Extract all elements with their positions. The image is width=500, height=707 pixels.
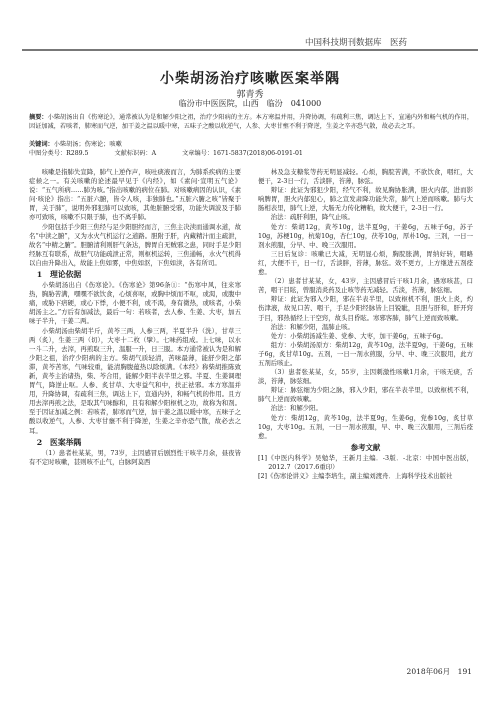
abstract-text: 小柴胡汤出自《伤寒论》，通常被认为是和解少阳之祖，治疗少阳病的主方。本方寒温并用，升降协调，有疏利三焦，调达上下，宣通内外和畅气机的作用，因证加减，若咳者，肺寒而气逆，加干姜之温以暖中寒，五味子之酸以收逆气，人参、大枣甘壅不利于降逆，生姜之辛亦恐气散，故必去之耳。 <box>29 114 474 130</box>
paragraph: 组方：小柴胡汤原方：柴胡12g，黄芩10g，法半夏9g，干姜6g，五味子6g，炙甘草10g。五剂，一日一剂水煎服，分早、中、晚三次服用，此方五剂后咳止。 <box>258 340 473 367</box>
paragraph: （3）患者张某某，女，55岁，主因刺激性咳嗽1月余，干咳无痰，舌淡，苔薄，脉弦细。 <box>258 368 473 386</box>
paragraph: 治法：疏肝利胆，降气止咳。 <box>270 213 354 222</box>
paragraph: 治法：和解少阳。 <box>270 404 322 413</box>
keywords-text: 小柴胡汤；伤寒论；咳嗽 <box>53 141 122 148</box>
keywords-label: 关键词： <box>29 141 54 148</box>
paragraph: 辩证：此证为邪犯少阳，经气不利，故见胸协胀满，胆火内郁，进而影响脾胃，胆火内郁犯心，肺之宣发肃降功能失常，肺气上逆而咳嗽。肺与大肠相表里，肺气上逆，大肠无力传化糟粕，故大便干，2-3日一行。 <box>258 186 473 213</box>
paragraph: 辩证：此证为邪入少阳，邪在半表半里，以致枢机不利，胆火上炎，灼伤津液，故见口苦、咽干，手足少阳经脉皆上目锐眦，且胆与肝和，肝开窍于目，邪热循经上干空窍，故头目昏眩。寒邪客肺，肺气上逆而致咳嗽。 <box>258 295 473 322</box>
reference-item: [2]《伤寒论讲义》主编李培生，副主编刘渡舟．上海科学技术出版社 <box>258 472 453 480</box>
section-heading: 2 医案举隅 <box>36 437 82 447</box>
paragraph: 咳嗽是指肺失宣降，肺气上逆作声，咳吐痰液而言，为肺系疾病的主要症候之一。有关咳嗽的论述最早见于《内经》，如《素问·宣明五气论》说：“五气所病……肺为咳。”指出咳嗽的病位在肺。对咳嗽病因的认识，《素问·咳论》指出：“五脏六腑，皆令人咳，非独肺也。”五脏六腑之咳“皆聚于胃，关于肺”，说明外邪犯肺可以致咳，其他脏腑受邪，功能失调波及于肺亦可致咳，咳嗽不只限于肺，也不离乎肺。 <box>29 168 241 222</box>
paragraph: 小柴胡汤出自《伤寒论》。《伤寒论》第96条①：“伤寒中风，往来寒热，胸胁苦满，嘿嘿不欲饮食，心烦喜呕，或胸中烦而不呕，或渴，或腹中痛，或胁下痞硬，或心下悸，小便不利，或不渴，身有微热，或咳者，小柴胡汤主之。”方后有加减法，最后一句：若咳者，去人参、生姜、大枣，加五味子半升，干姜二两。 <box>29 281 241 326</box>
column-right <box>258 168 473 481</box>
header-rule <box>22 49 478 51</box>
paragraph: 治法：和解少阳，温肺止咳。 <box>270 322 354 331</box>
paragraph: 处方：柴胡12g，黄芩10g，法半夏9g，生姜6g，党参10g，炙甘草10g，大枣10g。五剂，一日一剂水煎服，早、中、晚三次服用，三剂后痊愈。 <box>258 413 473 440</box>
section-heading: 1 理论依据 <box>36 270 82 280</box>
paragraph: 处方：柴胡12g，黄芩10g，法半夏9g，干姜6g，五味子6g，苏子10g，苏梗10g，杭菊10g，杏仁10g，茯苓10g，厚朴10g。三剂，一日一剂水煎服，分早、中、晚三次服用。 <box>258 222 473 249</box>
paragraph: 林及急支糖浆等药无明显减轻。心烦，胸脘苦满，不欲饮食，咽红，大便干，2-3日一行，舌淡胖，苔薄，脉弦。 <box>258 168 473 186</box>
paragraph: 处方：小柴胡汤减生姜、党参、大枣，加干姜6g，五味子6g。 <box>270 331 447 340</box>
paragraph: 三日后复诊：咳嗽已大减，无明显心烦，胸脘胀满，胃纳好转，咽略红，大便不干，日一行，舌淡胖，苔薄，脉弦。效不更方，上方继进五剂痊愈。 <box>258 249 473 277</box>
paragraph: 小柴胡汤由柴胡半斤，黄芩三两，人参三两，半夏半升（洗），甘草三两（炙），生姜三两（切），大枣十二枚（擘）。七味药组成。上七味，以水一斗二升，去滓，再煎取三升，温服一升，日三服。本方通常被认为是和解少阳之祖，治疗少阳病的主方。柴胡气质轻清，苦味最薄，能舒少阳之郁滞，黄芩苦寒，气味较重，能清胸腹蕴热以除烦满。《本经》称柴胡推陈致新，黄芩主治诸热，柴、芩合用，能解少阳半表半里之邪。半夏、生姜调理胃气，降逆止呕。人参、炙甘草、大枣益气和中，扶正祛邪。本方寒温并用，升降协调，有疏利三焦，调达上下，宣通内外，和畅气机的作用。且方用去滓再煎之法，是取其气味醇和，且有和解少阳枢机之功，故称为和剂。至于因证加减之例：若咳者，肺寒而气逆，加干姜之温以暖中寒，五味子之酸以收逆气，人参、大枣甘壅不利于降逆，生姜之辛亦恐气散，故必去之耳。 <box>29 326 241 435</box>
paragraph: （1）患者杜某某，男，73岁，主因感冒后剧烈性干咳半月余，昼夜皆有不定时咳嗽，甚则咳不止气，白脉阿莫西 <box>29 448 241 466</box>
abstract-label: 摘要： <box>29 114 48 121</box>
abstract <box>29 113 473 131</box>
references-heading: 参考文献 <box>350 442 381 452</box>
clc-number: 中图分类号：R289.5 <box>29 150 89 157</box>
paragraph: 辩证：脉弦细为少阳之脉，邪入少阳，邪在半表半里，以致枢机不利，肺气上逆而致咳嗽。 <box>258 386 473 404</box>
article-meta <box>29 149 473 158</box>
page-footer: 2018年06月 191 <box>406 667 472 676</box>
journal-header: 中国科技期刊数据库 医药 <box>305 38 408 48</box>
author: 郭青秀 <box>236 90 264 100</box>
article-title: 小柴胡汤治疗咳嗽医案举隅 <box>160 71 340 87</box>
article-number: 文章编号：1671-5837(2018)06-0191-01 <box>182 150 303 157</box>
reference-item: [1]《中医内科学》吴勉华，王新月主编．-3版．-北京：中国中医出版，2012.7（2017.6重印） <box>258 453 473 471</box>
affiliation: 临汾市中医医院，山西 临汾 041000 <box>178 99 322 108</box>
column-left <box>29 168 241 467</box>
keywords <box>29 140 473 149</box>
doc-code: 文献标识码：A <box>114 150 157 157</box>
paragraph: 少阳包括手少阳三焦经与足少阳胆经而言，三焦主决渎而通调水道，故名“中渎之腑”，又为水火气机运行之道路。胆附于肝，内藏精汁而主疏泄，故名“中精之腑”。胆腑清利则肝气条达，脾胃自无贼邪之患，同时手足少阳经脉互有联系，故胆气功能疏泄正常，则枢机运转，三焦通畅，水火气机得以自由升降出入，故能上焦如雾，中焦如沤，下焦如渎，各有所司。 <box>29 222 241 267</box>
paragraph: （2）患者甘某某，女，43岁，主因感冒后干咳1月余，遇寒咳甚，口苦，咽干目眩，曾服消炎药及止咳等药无减轻。舌淡，苔薄，脉弦细。 <box>258 277 473 295</box>
